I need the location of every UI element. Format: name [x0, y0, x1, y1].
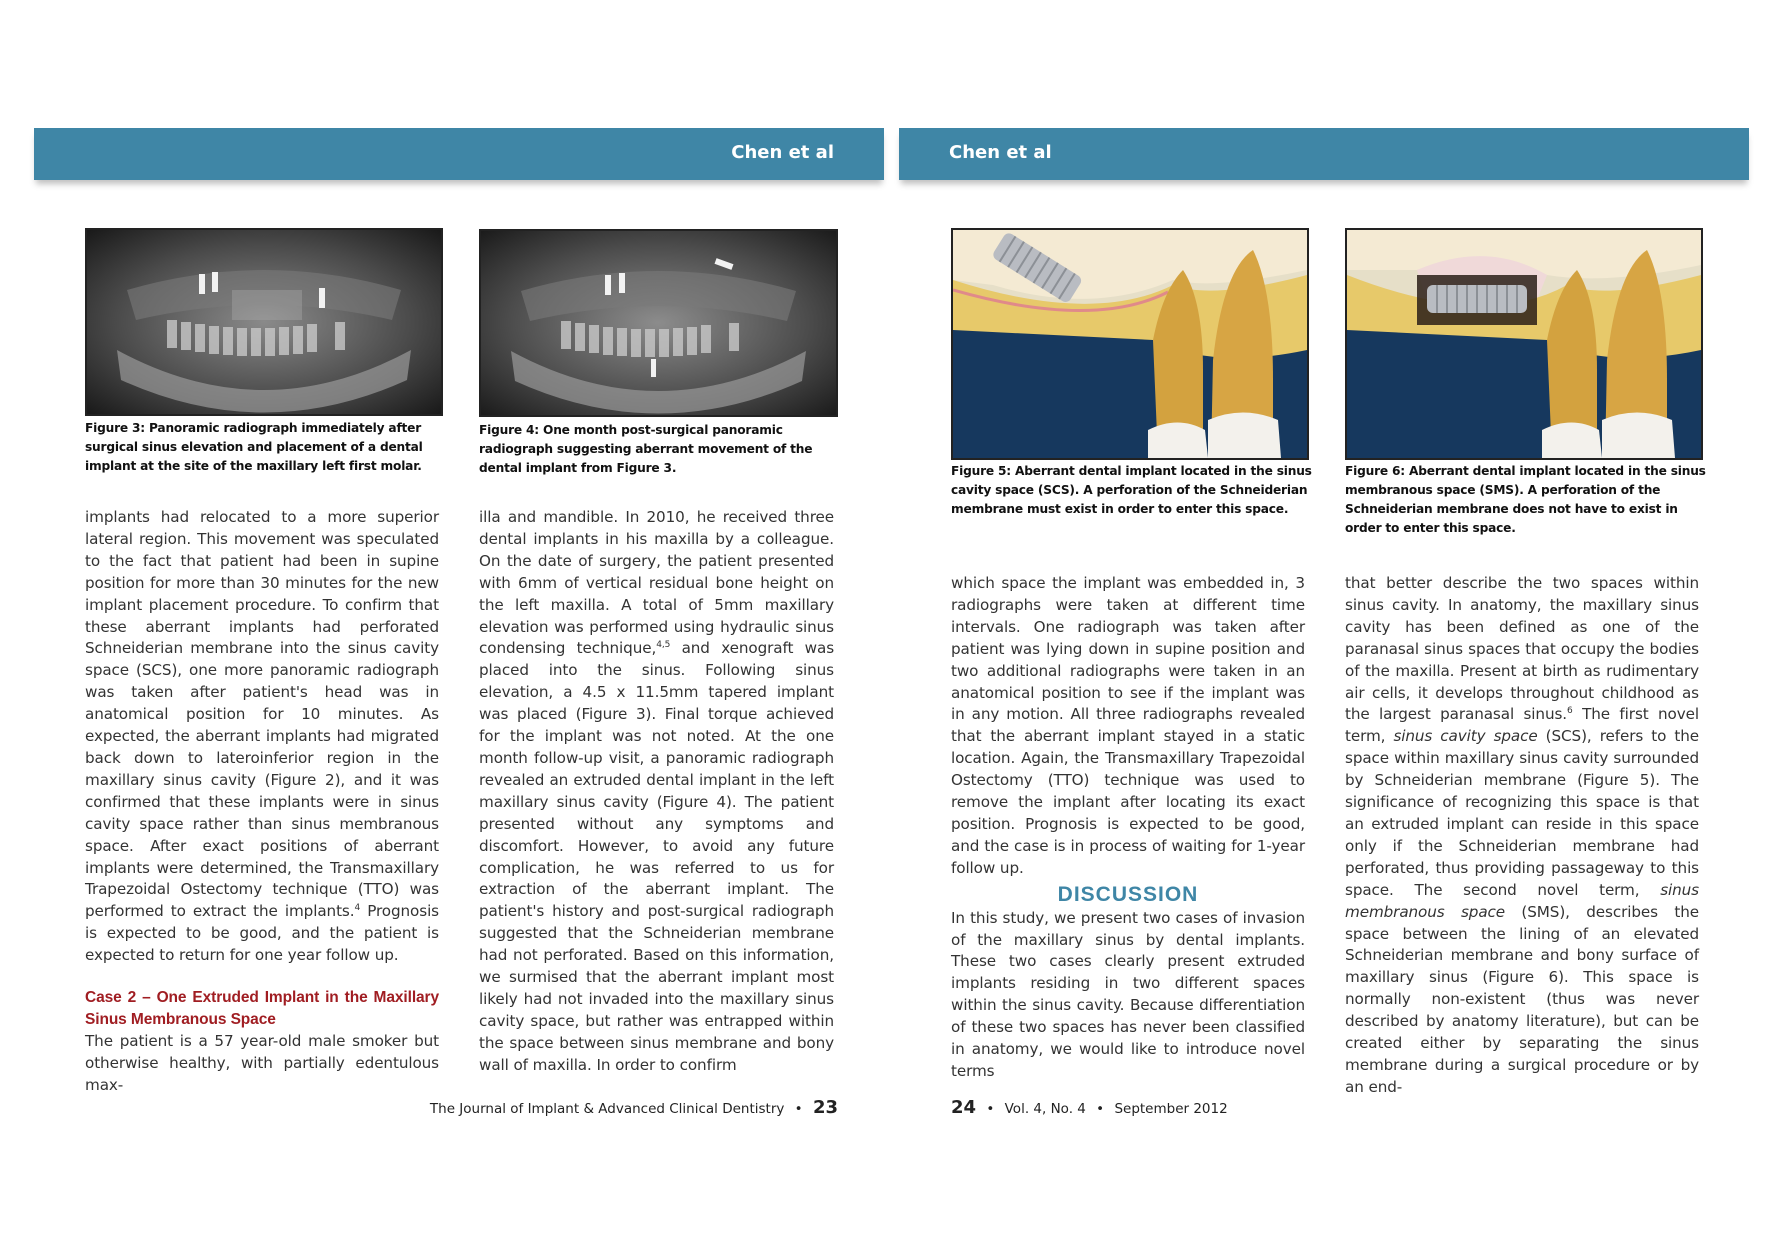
body-text: (SMS), describes the space between the lining of an elevated Schneiderian membrane and bony surface of maxillary sinus (Figure 6). This space is normally non-existent (thus was never described by anatomy literature), but can be created either by separating the sinus membrane during a surgical procedure or by an end-: [1345, 902, 1699, 1096]
citation: 4,5: [656, 640, 671, 651]
figure-3-radiograph: [85, 228, 443, 416]
figure-3-caption-text: Panoramic radiograph immediately after surgical sinus elevation and placement of a dental implant at the site of the maxillary left first molar.: [85, 421, 423, 473]
page-number: 23: [812, 1097, 838, 1118]
left-page-column-2: [479, 507, 834, 1077]
body-paragraph: [85, 507, 439, 967]
figure-4-radiograph: [479, 229, 838, 417]
body-text: (SCS), refers to the space within maxillary sinus cavity surrounded by Schneiderian membrane (Figure 5). The significance of recognizing this space is that an extruded implant can reside in this space only if the Schneiderian membrane had perforated, thus providing passageway to this space. The second novel term,: [1345, 727, 1699, 899]
footer-bullet: •: [1096, 1101, 1105, 1117]
body-text: implants had relocated to a more superior lateral region. This movement was speculated to the fact that patient had been in supine position for more than 30 minutes for the new implant placement procedure. To confirm that these aberrant implants had perforated Schneiderian membrane into the sinus cavity space (SCS), one more panoramic radiograph was taken after patient's head was in anatomical position for 10 minutes. As expected, the aberrant implants had migrated back down to lateroinferior region in the maxillary sinus cavity (Figure 2), and it was confirmed that these implants were in sinus cavity space rather than sinus membranous space. After exact positions of aberrant implants were determined, the Transmaxillary Trapezoidal Ostectomy technique (TTO) was performed to extract the implants.: [85, 508, 439, 921]
citation: 6: [1567, 706, 1573, 717]
figure-3-caption: [85, 419, 445, 476]
right-page-column-1: [951, 573, 1305, 1083]
figure-5-label: Figure 5:: [951, 464, 1011, 478]
term-sinus-cavity-space: sinus cavity space: [1393, 727, 1538, 746]
body-text: Prognosis is expected to be good, and the patient is expected to return for one year follow up.: [85, 902, 439, 965]
body-text: that better describe the two spaces within sinus cavity. In anatomy, the maxillary sinus cavity has been defined as one of the paranasal sinus spaces that occupy the bodies of the maxilla. Present at birth as rudimentary air cells, it develops throughout childhood as the largest paranasal sinus.: [1345, 574, 1699, 724]
case-2-heading: Case 2 – One Extruded Implant in the Maxillary Sinus Membranous Space: [85, 989, 439, 1029]
figure-6-illustration: [1345, 228, 1703, 460]
figure-3-label: Figure 3:: [85, 421, 145, 435]
body-paragraph: [1345, 573, 1699, 1099]
body-paragraph: The patient is a 57 year-old male smoker but otherwise healthy, with partially edentulous max-: [85, 1032, 439, 1094]
footer-bullet: •: [986, 1101, 995, 1117]
left-page-footer: [430, 1097, 838, 1118]
journal-volume: Vol. 4, No. 4: [1004, 1101, 1086, 1117]
figure-6-caption: [1345, 462, 1707, 538]
body-paragraph: which space the implant was embedded in, 3 radiographs were taken at different time intervals. One radiograph was taken after patient was lying down in supine position and two additional radiographs were taken in an anatomical position to see if the implant was in any motion. All three radiographs revealed that the aberrant implant stayed in a static location. Again, the Transmaxillary Trapezoidal Ostectomy (TTO) technique was used to remove the implant after locating its exact position. Prognosis is expected to be good, and the case is in process of waiting for 1-year follow up.: [951, 574, 1305, 877]
body-paragraph: In this study, we present two cases of invasion of the maxillary sinus by dental implants. These two cases clearly present extruded implants residing in two different spaces within the sinus cavity. Because differentiation of these two spaces has never been classified in anatomy, we would like to introduce novel terms: [951, 908, 1305, 1080]
journal-name: The Journal of Implant & Advanced Clinical Dentistry: [429, 1101, 785, 1117]
body-text: illa and mandible. In 2010, he received three dental implants in his maxilla by a colleague. On the date of surgery, the patient presented with 6mm of vertical residual bone height on the left maxilla. A total of 5mm maxillary elevation was performed using hydraulic sinus condensing technique,: [479, 508, 834, 658]
page-number: 24: [951, 1097, 977, 1118]
term-sinus-membranous-space: sinus membranous space: [1345, 880, 1699, 921]
body-paragraph: [479, 507, 834, 1077]
left-page-column-1: [85, 507, 439, 1097]
figure-5-illustration: [951, 228, 1309, 460]
discussion-heading: DISCUSSION: [1057, 882, 1199, 906]
figure-4-caption-text: One month post-surgical panoramic radiograph suggesting aberrant movement of the dental implant from Figure 3.: [479, 423, 813, 475]
figure-4-caption: [479, 421, 844, 478]
journal-date: September 2012: [1114, 1101, 1228, 1117]
running-header-bar: [899, 128, 1749, 180]
figure-5-caption-text: Aberrant dental implant located in the sinus cavity space (SCS). A perforation of the Schneiderian membrane must exist in order to enter this space.: [951, 464, 1312, 516]
figure-6-caption-text: Aberrant dental implant located in the sinus membranous space (SMS). A perforation of the Schneiderian membrane does not have to exist in order to enter this space.: [1345, 464, 1706, 535]
right-page-footer: [951, 1097, 1228, 1118]
running-header-text: Chen et al: [731, 142, 834, 163]
body-text: The first novel term,: [1345, 705, 1699, 746]
running-header-text: Chen et al: [949, 142, 1052, 163]
citation: 4: [354, 903, 361, 914]
running-header-bar: [34, 128, 884, 180]
right-page-column-2: [1345, 573, 1699, 1099]
figure-5-caption: [951, 462, 1313, 519]
body-text: and xenograft was placed into the sinus. Following sinus elevation, a 4.5 x 11.5mm tapered implant was placed (Figure 3). Final torque achieved for the implant was not noted. At the one month follow-up visit, a panoramic radiograph revealed an extruded dental implant in the left maxillary sinus cavity (Figure 4). The patient presented without any symptoms and discomfort. However, to avoid any future complication, he was referred to us for extraction of the aberrant implant. The patient's history and post-surgical radiograph suggested that the Schneiderian membrane had not perforated. Based on this information, we surmised that the aberrant implant most likely had not invaded into the maxillary sinus cavity space, but rather was entrapped within the space between sinus membrane and bony wall of maxilla. In order to confirm: [479, 639, 835, 1074]
figure-6-label: Figure 6:: [1345, 464, 1405, 478]
page-24: [889, 0, 1778, 1241]
figure-4-label: Figure 4:: [479, 423, 539, 437]
footer-bullet: •: [794, 1101, 803, 1117]
